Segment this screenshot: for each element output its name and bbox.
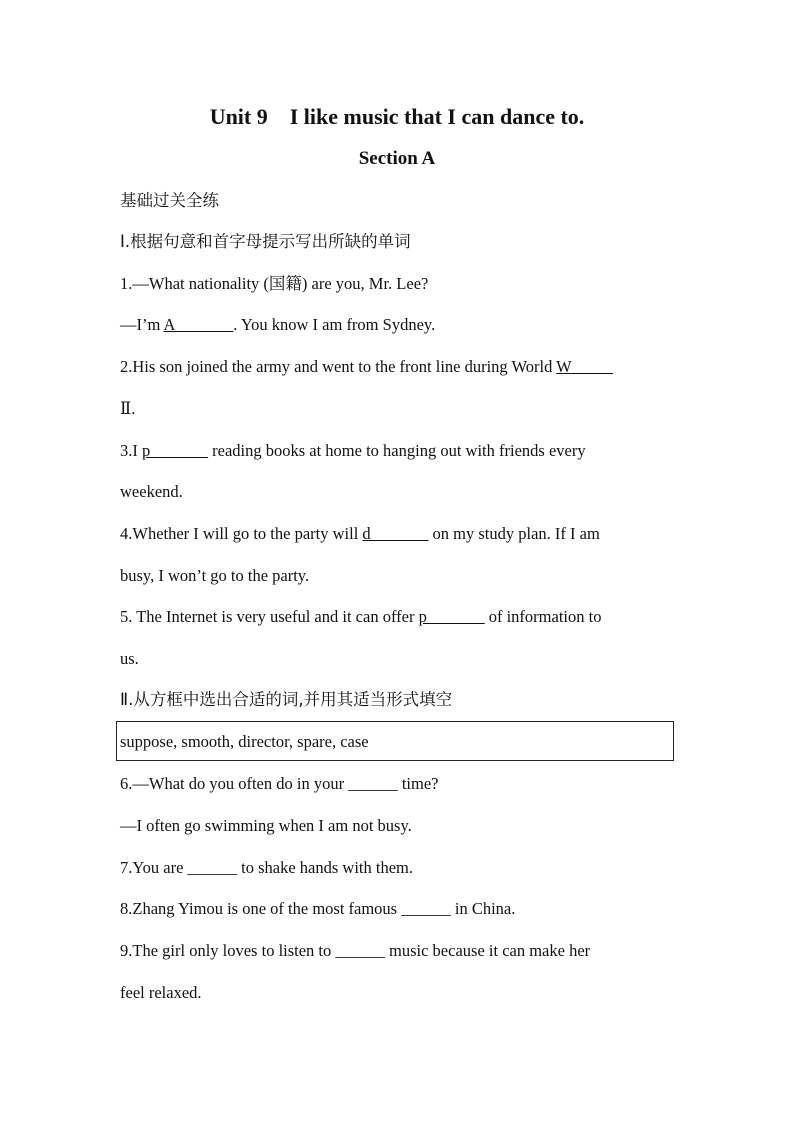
question-1: 1.—What nationality (国籍) are you, Mr. Lee? [120,274,429,293]
question-9-continuation: feel relaxed. [120,983,202,1002]
question-4 [120,523,680,545]
question-9: 9.The girl only loves to listen to ______ music because it can make her [120,941,591,960]
word-box [116,721,674,761]
question-8: 8.Zhang Yimou is one of the most famous ______ in China. [120,899,516,918]
question-4-continuation: busy, I won’t go to the party. [120,566,310,585]
question-7: 7.You are ______ to shake hands with them. [120,858,414,877]
question-3-continuation: weekend. [120,482,183,501]
question-6-answer-line: —I often go swimming when I am not busy. [120,816,412,835]
part1-heading: Ⅰ.根据句意和首字母提示写出所缺的单词 [120,232,411,251]
question-5-continuation: us. [120,649,139,668]
question-2-continuation: Ⅱ. [120,399,136,418]
unit-title: Unit 9 I like music that I can dance to. [209,104,585,129]
text: —I’m [120,315,164,334]
text: on my study plan. If I am [428,524,600,543]
text: . You know I am from Sydney. [233,315,436,334]
blank-5: p_______ [418,607,485,626]
blank-2: W_____ [556,357,613,376]
word-box-text: suppose, smooth, director, spare, case [120,732,369,751]
text: 3.I [120,441,142,460]
question-1-answer-line [120,314,680,336]
question-5 [120,606,680,628]
text: reading books at home to hanging out with friends every [208,441,586,460]
blank-3: p_______ [142,441,208,460]
blank-4: d_______ [362,524,429,543]
text: 2.His son joined the army and went to the front line during World [120,357,557,376]
question-3 [120,440,680,462]
text: 5. The Internet is very useful and it can offer [120,607,419,626]
question-2 [120,356,680,378]
text: 4.Whether I will go to the party will [120,524,363,543]
blank-1: A_______ [163,315,234,334]
question-6: 6.—What do you often do in your ______ time? [120,774,439,793]
text: of information to [484,607,602,626]
part2-heading: Ⅱ.从方框中选出合适的词,并用其适当形式填空 [120,690,453,709]
section-title: Section A [358,148,436,169]
practice-label: 基础过关全练 [120,191,219,210]
